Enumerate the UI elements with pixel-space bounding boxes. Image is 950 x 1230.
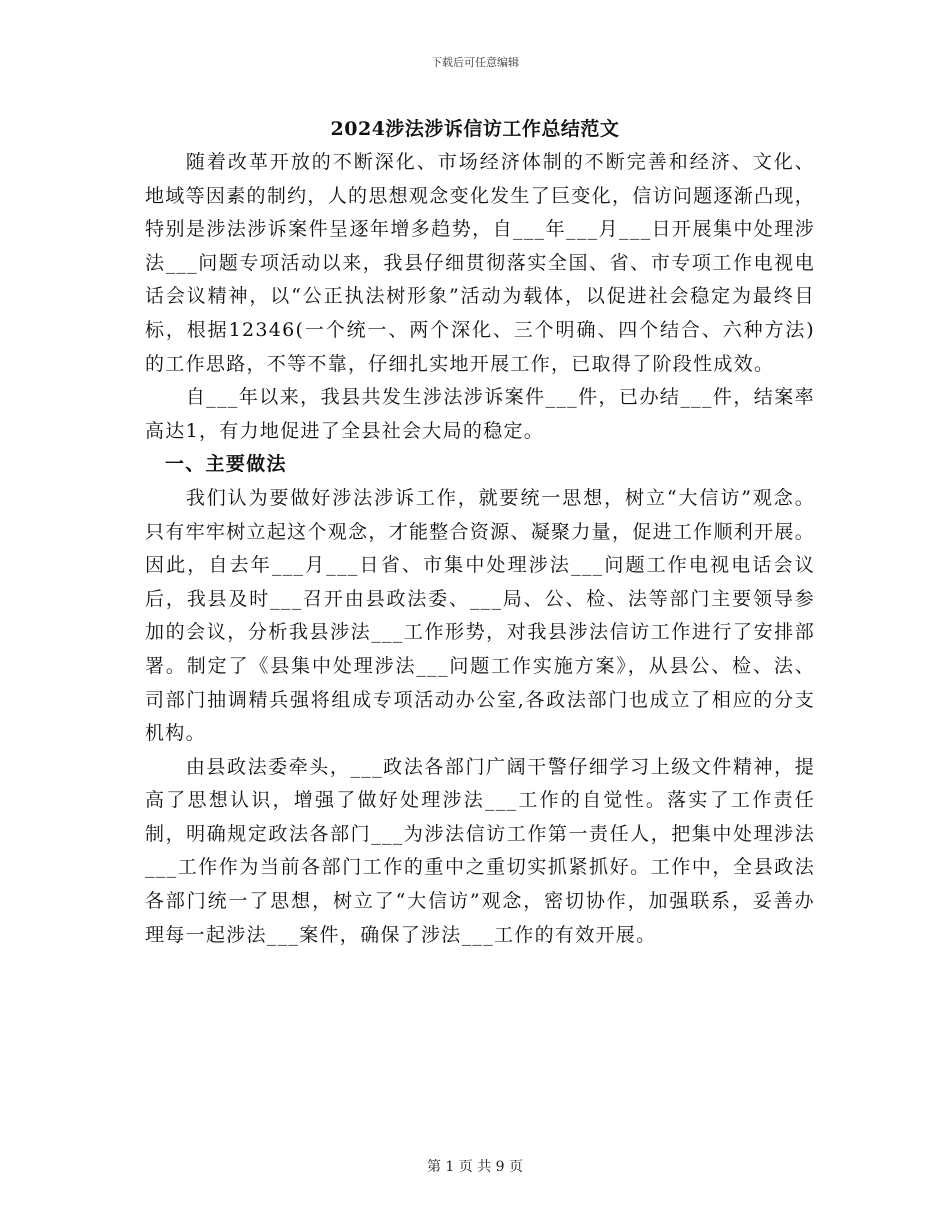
section-heading-main-practices: 一、主要做法 xyxy=(164,453,287,476)
document-title: 2024涉法涉诉信访工作总结范文 xyxy=(330,118,620,140)
page-number: 第 1 页 共 9 页 xyxy=(426,1159,524,1175)
document-body xyxy=(145,146,815,952)
paragraph-statistics: 自___年以来，我县共发生涉法涉诉案件___件，已办结___件，结案率高达1，有力地促进了全县社会大局的稳定。 xyxy=(145,386,815,442)
paragraph-responsibility: 由县政法委牵头，___政法各部门广阔干警仔细学习上级文件精神，提高了思想认识，增强了做好处理涉法___工作的自觉性。落实了工作责任制，明确规定政法各部门___为涉法信访工作第一责任人，把集中处理涉法___工作作为当前各部门工作的重中之重切实抓紧抓好。工作中，全县政法各部门统一了思想，树立了“大信访”观念，密切协作，加强联系，妥善办理每一起涉法___案件，确保了涉法___工作的有效开展。 xyxy=(145,755,815,946)
paragraph-unify-thinking: 我们认为要做好涉法涉诉工作，就要统一思想，树立“大信访”观念。只有牢牢树立起这个观念，才能整合资源、凝聚力量，促进工作顺利开展。因此，自去年___月___日省、市集中处理涉法___问题工作电视电话会议后，我县及时___召开由县政法委、___局、公、检、法等部门主要领导参加的会议，分析我县涉法___工作形势，对我县涉法信访工作进行了安排部署。制定了《县集中处理涉法___问题工作实施方案》，从县公、检、法、司部门抽调精兵强将组成专项活动办公室,各政法部门也成立了相应的分支机构。 xyxy=(145,486,815,745)
paragraph-intro: 随着改革开放的不断深化、市场经济体制的不断完善和经济、文化、地域等因素的制约，人的思想观念变化发生了巨变化，信访问题逐渐凸现，特别是涉法涉诉案件呈逐年增多趋势，自___年___月___日开展集中处理涉法___问题专项活动以来，我县仔细贯彻落实全国、省、市专项工作电视电话会议精神，以“公正执法树形象”活动为载体，以促进社会稳定为最终目标，根据12346(一个统一、两个深化、三个明确、四个结合、六种方法)的工作思路，不等不靠，仔细扎实地开展工作，已取得了阶段性成效。 xyxy=(145,151,815,375)
header-note: 下载后可任意编辑 xyxy=(431,56,519,69)
